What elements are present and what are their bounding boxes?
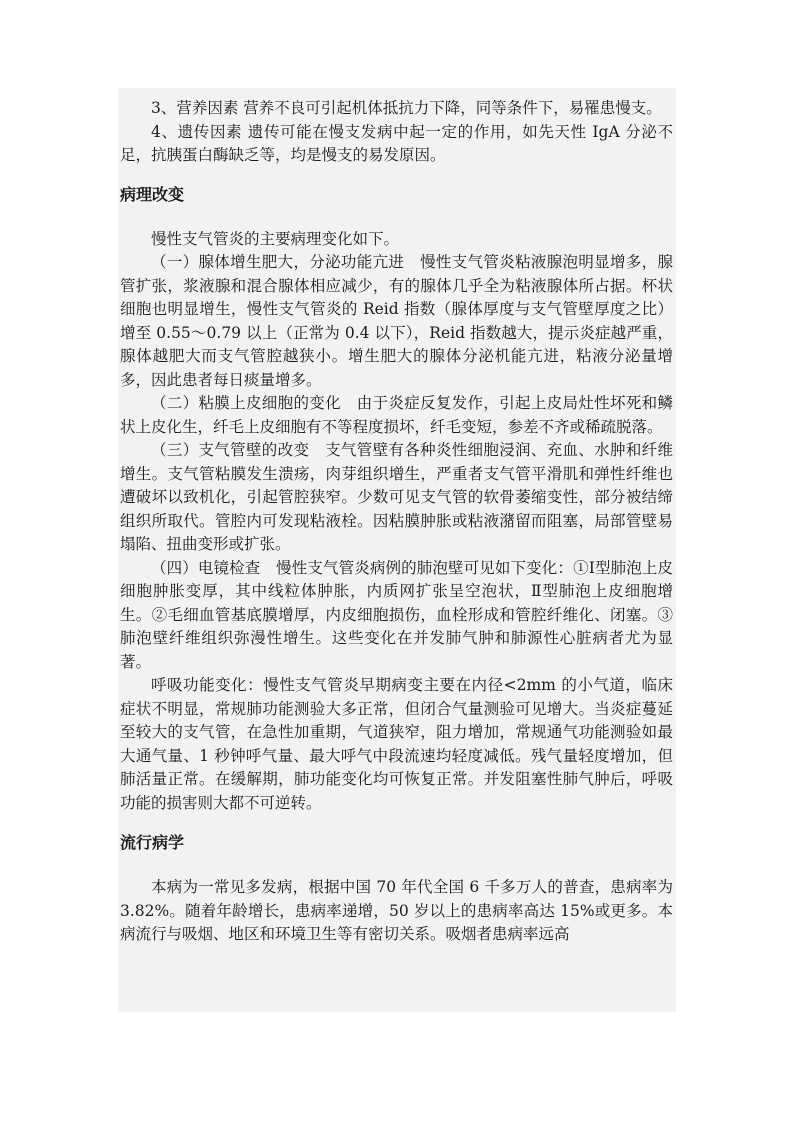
section-heading-epidemiology: 流行病学 bbox=[120, 833, 185, 852]
paragraph-bronchial-wall: （三）支气管壁的改变 支气管壁有各种炎性细胞浸润、充血、水肿和纤维增生。支气管粘膜发生溃疡，肉芽组织增生，严重者支气管平滑肌和弹性纤维也遭破坏以致机化，引起管腔狭窄。少数可见支气管的软骨萎缩变性，部分被结缔组织所取代。管腔内可发现粘液栓。因粘膜肿胀或粘液潴留而阻塞，局部管壁易塌陷、扭曲变形或扩张。 bbox=[120, 441, 673, 553]
section-heading-pathology: 病理改变 bbox=[120, 184, 185, 204]
paragraph-pathology-intro: 慢性支气管炎的主要病理变化如下。 bbox=[151, 229, 400, 248]
paragraph-genetic-factor: 4、遗传因素 遗传可能在慢支发病中起一定的作用，如先天性 IgA 分泌不足，抗胰蛋白酶缺乏等，均是慢支的易发原因。 bbox=[120, 122, 673, 164]
paragraph-nutrition-factor: 3、营养因素 营养不良可引起机体抵抗力下降，同等条件下，易罹患慢支。 bbox=[151, 99, 662, 117]
paragraph-epidemiology: 本病为一常见多发病，根据中国 70 年代全国 6 千多万人的普查，患病率为 3.82%。随着年龄增长，患病率递增，50 岁以上的患病率高达 15%或更多。本病流行与吸烟、地区和环境卫生等有密切关系。吸烟者患病率远高 bbox=[120, 878, 673, 943]
paragraph-respiratory-function: 呼吸功能变化：慢性支气管炎早期病变主要在内径<2mm 的小气道，临床症状不明显，常规肺功能测验大多正常，但闭合气量测验可见增大。当炎症蔓延至较大的支气管，在急性加重期，气道狭窄，阻力增加，常规通气功能测验如最大通气量、1 秒钟呼气量、最大呼气中段流速均轻度减低。残气量轻度增加，但肺活量正常。在缓解期，肺功能变化均可恢复正常。并发阻塞性肺气肿后，呼吸功能的损害则大都不可逆转。 bbox=[120, 676, 673, 812]
paragraph-mucosa-changes: （二）粘膜上皮细胞的变化 由于炎症反复发作，引起上皮局灶性坏死和鳞状上皮化生，纤毛上皮细胞有不等程度损坏，纤毛变短，参差不齐或稀疏脱落。 bbox=[120, 394, 673, 436]
document-content bbox=[118, 88, 676, 1012]
paragraph-gland-hyperplasia: （一）腺体增生肥大，分泌功能亢进 慢性支气管炎粘液腺泡明显增多，腺管扩张，浆液腺和混合腺体相应减少，有的腺体几乎全为粘液腺体所占据。杯状细胞也明显增生，慢性支气管炎的 Reid 指数（腺体厚度与支气管壁厚度之比）增至 0.55～0.79 以上（正常为 0.4 以下），Reid 指数越大，提示炎症越严重，腺体越肥大而支气管腔越狭小。增生肥大的腺体分泌机能亢进，粘液分泌量增多，因此患者每日痰量增多。 bbox=[120, 253, 673, 389]
paragraph-electron-microscopy: （四）电镜检查 慢性支气管炎病例的肺泡壁可见如下变化：①Ⅰ型肺泡上皮细胞肿胀变厚，其中线粒体肿胀，内质网扩张呈空泡状，Ⅱ型肺泡上皮细胞增生。②毛细血管基底膜增厚，内皮细胞损伤，血栓形成和管腔纤维化、闭塞。③肺泡壁纤维组织弥漫性增生。这些变化在并发肺气肿和肺源性心脏病者尤为显著。 bbox=[120, 558, 673, 671]
